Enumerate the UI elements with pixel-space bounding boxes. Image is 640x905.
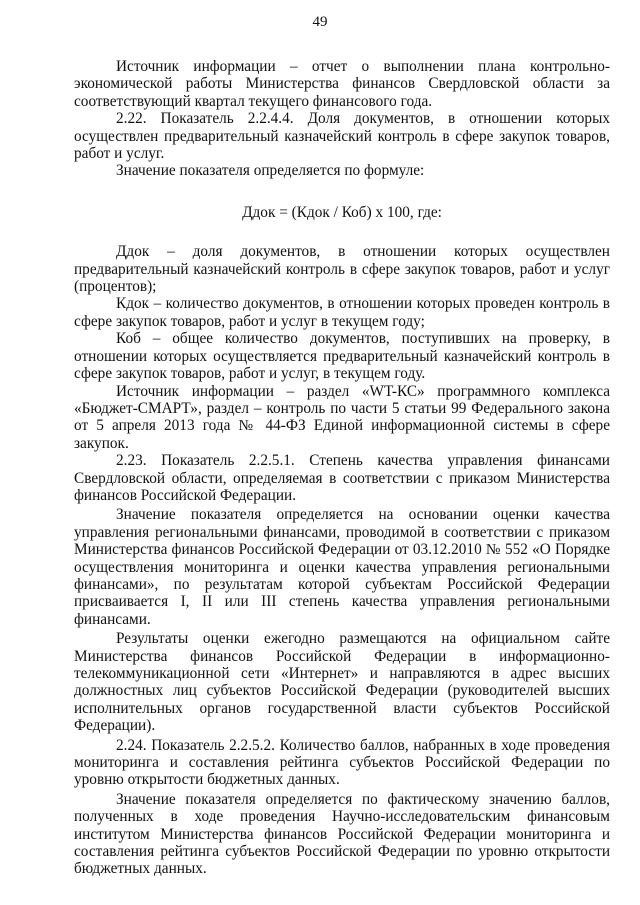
paragraph-quality-assessment: Значение показателя определяется на основании оценки качества управления региональными финансами, проводимой в соответствии с приказом Министерства финансов Российской Федерации от 03.12.2010 № 552 «О Порядке осуществления мониторинга и оценки качества управления региональными финансами», по результатам которой субъектам Российской Федерации присваивается I, II или III степень качества управления региональными финансами. — [74, 506, 610, 628]
paragraph-source-info: Источник информации – отчет о выполнении плана контрольно-экономической работы Министерства финансов Свердловской области за соответствующий квартал текущего финансового года. — [74, 58, 610, 110]
definition-ddok: Ддок – доля документов, в отношении которых осуществлен предварительный казначейский контроль в сфере закупок товаров, работ и услуг (процентов); — [74, 243, 610, 296]
paragraph-score-value: Значение показателя определяется по фактическому значению баллов, полученных в ходе проведения Научно-исследовательским финансовым институтом Министерства финансов Российской Федерации мониторинга и составления рейтинга субъектов Российской Федерации по уровню открытости бюджетных данных. — [74, 790, 610, 878]
paragraph-source-wt-ks: Источник информации – раздел «WT-КС» программного комплекса «Бюджет-СМАРТ», раздел – контроль по части 5 статьи 99 Федерального закона от 5 апреля 2013 года № 44-ФЗ Единой информационной системы в сфере закупок. — [74, 382, 610, 452]
formula: Ддок = (Кдок / Коб) x 100, где: — [242, 203, 442, 221]
document-body — [74, 58, 610, 878]
paragraph-indicator-2-22: 2.22. Показатель 2.2.4.4. Доля документов, в отношении которых осуществлен предварительный казначейский контроль в сфере закупок товаров, работ и услуг. — [74, 110, 610, 163]
definition-kdok: Кдок – количество документов, в отношении которых проведен контроль в сфере закупок товаров, работ и услуг в текущем году; — [74, 295, 610, 330]
paragraph-assessment-results: Результаты оценки ежегодно размещаются на официальном сайте Министерства финансов Российской Федерации в информационно-телекоммуникационной сети «Интернет» и направляются в адрес высших должностных лиц субъектов Российской Федерации (руководителей высших исполнительных органов государственной власти субъектов Российской Федерации). — [74, 630, 610, 735]
paragraph-indicator-2-24: 2.24. Показатель 2.2.5.2. Количество баллов, набранных в ходе проведения мониторинга и составления рейтинга субъектов Российской Федерации по уровню открытости бюджетных данных. — [74, 736, 610, 789]
paragraph-formula-intro: Значение показателя определяется по формуле: — [116, 162, 425, 180]
paragraph-indicator-2-23: 2.23. Показатель 2.2.5.1. Степень качества управления финансами Свердловской области, определяемая в соответствии с приказом Министерства финансов Российской Федерации. — [74, 452, 610, 504]
page-number: 49 — [312, 14, 328, 30]
definition-kob: Коб – общее количество документов, поступивших на проверку, в отношении которых осуществляется предварительный казначейский контроль в сфере закупок товаров, работ и услуг, в текущем году. — [74, 330, 610, 383]
